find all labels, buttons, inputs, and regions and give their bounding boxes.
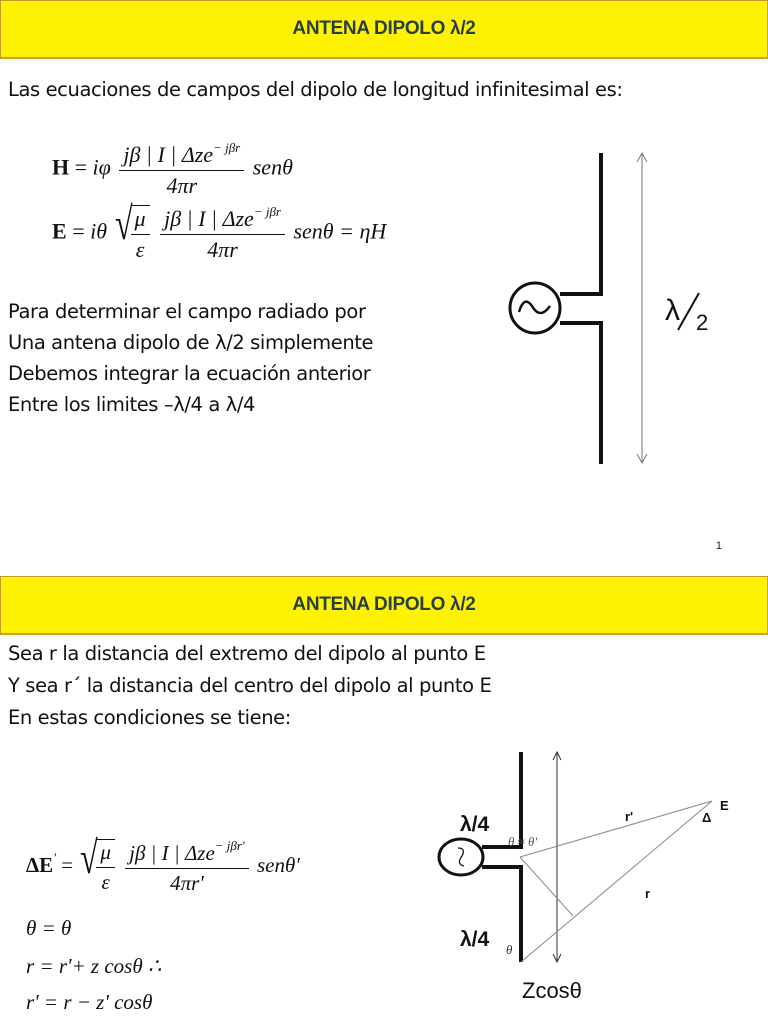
slide-title-banner <box>0 0 768 59</box>
eq-de-equals: = <box>55 852 79 877</box>
eq-h-fraction <box>119 140 244 199</box>
dipole-diagram <box>480 140 740 480</box>
geometry-diagram <box>420 740 768 1024</box>
angle-approx-label: θ ≈ θ' <box>508 834 538 849</box>
eq-de-prime: ' <box>53 849 56 865</box>
dipole-antenna-icon <box>560 153 601 464</box>
eq-de-sqrt <box>80 832 115 895</box>
eq-h-tail: senθ <box>252 154 293 180</box>
slide-title-banner <box>0 576 768 635</box>
ac-source-icon <box>510 283 560 333</box>
eq-de-numerator: jβ | I | Δze <box>129 841 215 865</box>
eq-de-fraction <box>125 838 249 896</box>
intro-text: Las ecuaciones de campos del dipolo de longitud infinitesimal es: <box>8 78 623 101</box>
slide-2 <box>0 576 768 1024</box>
top-quarter-label: λ/4 <box>460 813 490 836</box>
bottom-quarter-label: λ/4 <box>460 928 490 951</box>
eq-r-prime-text: r' = r − z' cosθ <box>26 990 153 1014</box>
slide-title: ANTENA DIPOLO λ/2 <box>292 594 476 615</box>
eq-h-unit: iφ <box>92 154 111 180</box>
length-label: λ <box>665 294 680 327</box>
eq-h-equals: = <box>69 154 93 180</box>
angle-bottom-label: θ <box>506 942 513 957</box>
eq-e-mu: μ <box>134 205 146 231</box>
eq-de-denominator: 4πr' <box>170 871 204 895</box>
eq-de-tail: senθ' <box>256 852 300 877</box>
eq-de-epsilon: ε <box>101 870 110 894</box>
eq-e-equals: = <box>66 218 91 244</box>
length-arrow-icon <box>637 153 647 463</box>
eq-h-lhs: H <box>52 154 70 180</box>
eq-de-exponent: − jβr' <box>214 838 245 853</box>
paragraph-line-3: En estas condiciones se tiene: <box>8 706 291 729</box>
eq-e-lhs: E <box>52 218 67 244</box>
paragraph-line-3: Debemos integrar la ecuación anterior <box>8 362 371 385</box>
sqrt-sign-icon: √ <box>114 197 133 249</box>
eq-e-fraction <box>160 204 285 263</box>
triangle-lines <box>520 801 712 962</box>
eq-r-text: r = r'+ z cosθ ∴ <box>26 954 162 978</box>
eq-de-mu: μ <box>100 840 111 864</box>
eq-e-numerator: jβ | I | Δze <box>164 206 254 231</box>
equation-delta-e <box>26 832 300 896</box>
r-label: r <box>645 886 651 901</box>
paragraph-line-4: Entre los limites –λ/4 a λ/4 <box>8 393 255 416</box>
equation-h <box>52 140 293 199</box>
eq-e-sqrt <box>114 197 150 263</box>
paragraph-line-1: Para determinar el campo radiado por <box>8 300 366 323</box>
length-denominator: 2 <box>696 310 709 335</box>
equation-e <box>52 197 387 263</box>
eq-h-numerator: jβ | I | Δze <box>123 142 214 167</box>
eq-e-denominator: 4πr <box>207 237 238 262</box>
delta-label: Δ <box>702 810 712 825</box>
eq-theta-text: θ = θ <box>26 916 72 940</box>
projection-label: Zcosθ <box>522 978 582 1003</box>
equation-r <box>26 954 161 979</box>
sqrt-sign-icon: √ <box>80 832 98 883</box>
equation-r-prime <box>26 990 152 1015</box>
eq-e-tail: senθ = ηH <box>293 218 387 244</box>
eq-e-epsilon: ε <box>135 236 145 262</box>
r-prime-label: r' <box>625 809 634 824</box>
paragraph-line-1: Sea r la distancia del extremo del dipolo al punto E <box>8 642 486 665</box>
eq-e-exponent: − jβr <box>253 204 281 219</box>
paragraph-line-2: Una antena dipolo de λ/2 simplemente <box>8 331 374 354</box>
eq-h-denominator: 4πr <box>166 173 198 198</box>
eq-e-unit: iθ <box>90 218 108 244</box>
paragraph-line-2: Y sea r´ la distancia del centro del dipolo al punto E <box>8 674 492 697</box>
eq-h-exponent: − jβr <box>213 140 241 155</box>
equation-theta <box>26 916 71 941</box>
eq-de-lhs: ΔE <box>26 852 54 877</box>
page-number: 1 <box>715 540 722 552</box>
ac-source-icon <box>439 839 483 875</box>
projection-arrow-icon <box>553 752 561 962</box>
point-e-label: E <box>720 798 729 813</box>
slide-title: ANTENA DIPOLO λ/2 <box>292 18 476 39</box>
